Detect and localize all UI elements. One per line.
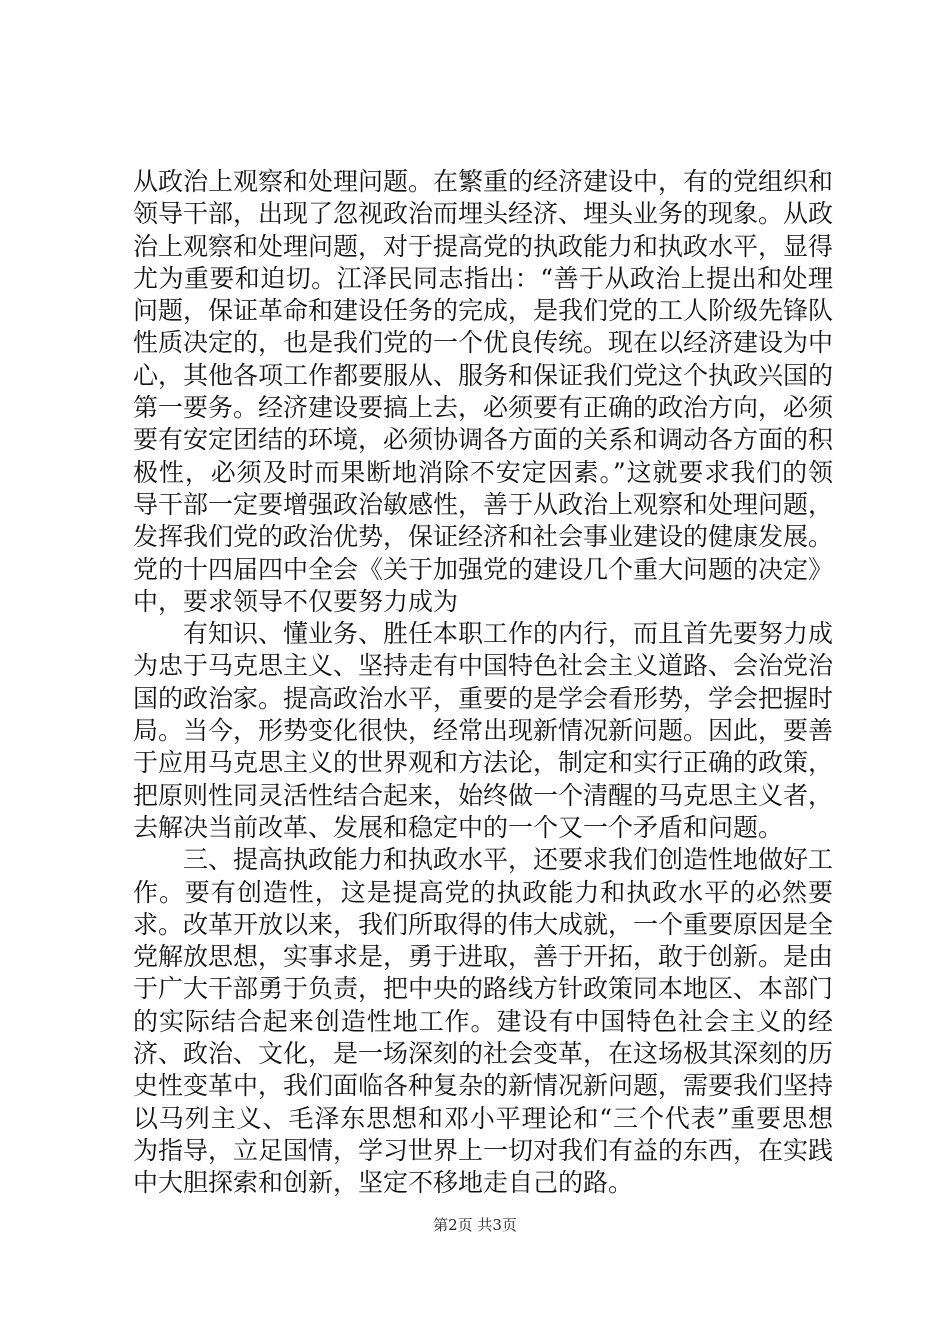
page-number-footer: 第2页 共3页	[433, 1216, 517, 1234]
paragraph-3: 三、提高执政能力和执政水平，还要求我们创造性地做好工作。要有创造性，这是提高党的执政能力和执政水平的必然要求。改革开放以来，我们所取得的伟大成就，一个重要原因是全党解放思想，实事求是，勇于进取，善于开拓，敢于创新。是由于广大干部勇于负责，把中央的路线方针政策同本地区、本部门的实际结合起来创造性地工作。建设有中国特色社会主义的经济、政治、文化，是一场深刻的社会变革，在这场极其深刻的历史性变革中，我们面临各种复杂的新情况新问题，需要我们坚持以马列主义、毛泽东思想和邓小平理论和“三个代表”重要思想为指导，立足国情，学习世界上一切对我们有益的东西，在实践中大胆探索和创新，坚定不移地走自己的路。	[133, 845, 834, 1198]
paragraph-1: 从政治上观察和处理问题。在繁重的经济建设中，有的党组织和领导干部，出现了忽视政治而埋头经济、埋头业务的现象。从政治上观察和处理问题，对于提高党的执政能力和执政水平，显得尤为重要和迫切。江泽民同志指出：“善于从政治上提出和处理问题，保证革命和建设任务的完成，是我们党的工人阶级先锋队性质决定的，也是我们党的一个优良传统。现在以经济建设为中心，其他各项工作都要服从、服务和保证我们党这个执政兴国的第一要务。经济建设要搞上去，必须要有正确的政治方向，必须要有安定团结的环境，必须协调各方面的关系和调动各方面的积极性，必须及时而果断地消除不安定因素。”这就要求我们的领导干部一定要增强政治敏感性，善于从政治上观察和处理问题，发挥我们党的政治优势，保证经济和社会事业建设的健康发展。党的十四届四中全会《关于加强党的建设几个重大问题的决定》中，要求领导不仅要努力成为	[133, 167, 834, 616]
paragraph-2: 有知识、懂业务、胜任本职工作的内行，而且首先要努力成为忠于马克思主义、坚持走有中国特色社会主义道路、会治党治国的政治家。提高政治水平，重要的是学会看形势，学会把握时局。当今，形势变化很快，经常出现新情况新问题。因此，要善于应用马克思主义的世界观和方法论，制定和实行正确的政策，把原则性同灵活性结合起来，始终做一个清醒的马克思主义者，去解决当前改革、发展和稳定中的一个又一个矛盾和问题。	[133, 619, 834, 842]
document-body	[133, 166, 833, 1200]
